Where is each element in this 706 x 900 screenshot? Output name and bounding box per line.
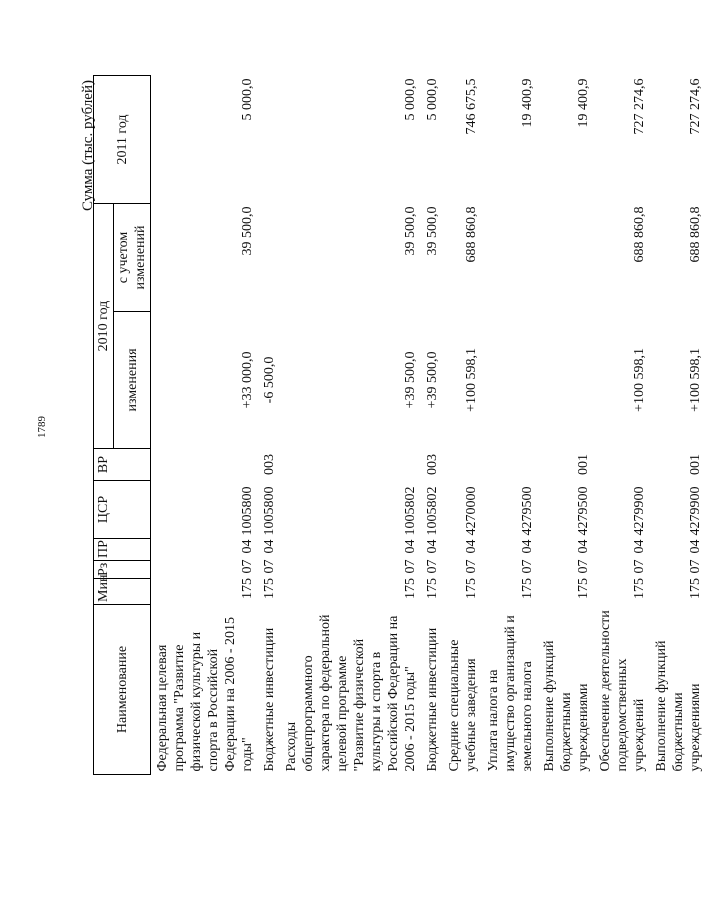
row-rz: 07 [688, 559, 703, 574]
table-body [151, 76, 706, 775]
row-codes [482, 481, 538, 605]
header-name: Наименование [94, 605, 151, 775]
row-2011: 727 274,6 [632, 78, 647, 135]
header-pr: ПР [94, 539, 151, 561]
row-with-changes: 688 860,8 [688, 206, 703, 263]
header-csr: ЦСР [94, 481, 151, 539]
row-pr: 04 [403, 539, 418, 554]
row-2011: 5 000,0 [425, 78, 440, 121]
row-min: 175 [520, 578, 535, 599]
units-caption: Сумма (тыс. рублей) [80, 80, 96, 212]
budget-table [93, 75, 706, 775]
row-vr: 001 [688, 454, 703, 475]
row-min: 175 [262, 578, 277, 599]
header-with-changes: с учетом изменений [114, 204, 151, 312]
row-name: Федеральная целевая программа "Развитие физической культуры и спорта в Российской Федерации на 2006 - 2015 годы" [155, 617, 255, 772]
row-vr [594, 449, 650, 481]
row-codes [443, 481, 482, 605]
row-min: 175 [403, 578, 418, 599]
row-with-changes: 39 500,0 [425, 206, 440, 256]
row-rz: 07 [520, 559, 535, 574]
row-min: 175 [240, 578, 255, 599]
row-rz: 07 [576, 559, 591, 574]
rotated-page-content [80, 75, 703, 775]
row-2011: 19 400,9 [520, 78, 535, 128]
row-csr: 1005802 [403, 486, 418, 536]
row-name: Выполнение функций бюджетными учреждениями [654, 640, 703, 772]
row-2011: 746 675,5 [464, 78, 479, 135]
row-codes [594, 481, 650, 605]
row-rz: 07 [632, 559, 647, 574]
row-pr: 04 [240, 539, 255, 554]
table-row [443, 76, 482, 775]
row-change: +100 598,1 [464, 348, 479, 412]
row-csr: 4279900 [632, 486, 647, 536]
row-min: 175 [576, 578, 591, 599]
row-pr: 04 [425, 539, 440, 554]
row-2011 [258, 76, 280, 204]
row-rz: 07 [464, 559, 479, 574]
row-csr: 4279900 [688, 486, 703, 536]
row-vr: 003 [425, 454, 440, 475]
row-with-changes: 39 500,0 [240, 206, 255, 256]
row-csr: 1005800 [240, 486, 255, 536]
row-pr: 04 [520, 539, 535, 554]
header-changes: изменения [114, 312, 151, 449]
row-codes [650, 481, 706, 605]
row-csr: 1005800 [262, 486, 277, 536]
table-row [650, 76, 706, 775]
row-pr: 04 [262, 539, 277, 554]
row-2011: 727 274,6 [688, 78, 703, 135]
row-vr: 001 [576, 454, 591, 475]
row-with-changes: 688 860,8 [464, 206, 479, 263]
table-row [538, 76, 594, 775]
table-row [258, 76, 280, 775]
row-vr [443, 449, 482, 481]
row-pr: 04 [632, 539, 647, 554]
header-row-top [94, 76, 114, 775]
row-change: +100 598,1 [688, 348, 703, 412]
row-rz: 07 [240, 559, 255, 574]
row-vr [280, 449, 421, 481]
table-row [280, 76, 421, 775]
row-min: 175 [425, 578, 440, 599]
row-change: -6 500,0 [262, 356, 277, 404]
row-change: +100 598,1 [632, 348, 647, 412]
row-codes [280, 481, 421, 605]
row-change [482, 312, 538, 449]
row-2011: 5 000,0 [240, 78, 255, 121]
row-rz: 07 [403, 559, 418, 574]
row-csr: 4279500 [520, 486, 535, 536]
row-name: Уплата налога на имущество организаций и земельного налога [486, 615, 535, 772]
row-codes [538, 481, 594, 605]
row-vr: 003 [262, 454, 277, 475]
row-pr: 04 [464, 539, 479, 554]
row-pr: 04 [576, 539, 591, 554]
header-min: Мин [94, 579, 151, 605]
header-year-2010: 2010 год [94, 204, 114, 449]
page-number: 1789 [36, 416, 48, 438]
table-row [421, 76, 443, 775]
row-name: Бюджетные инвестиции [425, 627, 440, 772]
row-csr: 4279500 [576, 486, 591, 536]
row-with-changes: 39 500,0 [403, 206, 418, 256]
row-rz: 07 [425, 559, 440, 574]
row-min: 175 [464, 578, 479, 599]
row-csr: 1005802 [425, 486, 440, 536]
row-2011: 19 400,9 [576, 78, 591, 128]
header-rz: Рз [94, 561, 151, 579]
table-row [482, 76, 538, 775]
row-change: +39 500,0 [403, 351, 418, 409]
row-with-changes [482, 204, 538, 312]
row-codes [151, 481, 259, 605]
row-name: Выполнение функций бюджетными учреждениями [542, 640, 591, 772]
table-row [594, 76, 650, 775]
row-pr: 04 [688, 539, 703, 554]
header-vr: ВР [94, 449, 151, 481]
row-with-changes [538, 204, 594, 312]
row-name: Бюджетные инвестиции [262, 627, 277, 772]
row-change: +39 500,0 [425, 351, 440, 409]
row-vr [482, 449, 538, 481]
row-codes [258, 481, 280, 605]
row-rz: 07 [262, 559, 277, 574]
row-2011: 5 000,0 [403, 78, 418, 121]
row-change [538, 312, 594, 449]
row-name: Средние специальные учебные заведения [447, 639, 479, 772]
row-min: 175 [632, 578, 647, 599]
row-with-changes [258, 204, 280, 312]
row-csr: 4270000 [464, 486, 479, 536]
row-vr [151, 449, 259, 481]
row-min: 175 [688, 578, 703, 599]
row-with-changes: 688 860,8 [632, 206, 647, 263]
row-codes [421, 481, 443, 605]
table-row [151, 76, 259, 775]
row-name: Обеспечение деятельности подведомственных учреждений [598, 610, 647, 772]
header-year-2011: 2011 год [94, 76, 151, 204]
row-change: +33 000,0 [240, 351, 255, 409]
row-name: Расходы общепрограммного характера по федеральной целевой программе "Развитие физической культуры и спорта в Российской Федерации на 2006 - 2015 годы" [284, 614, 418, 772]
